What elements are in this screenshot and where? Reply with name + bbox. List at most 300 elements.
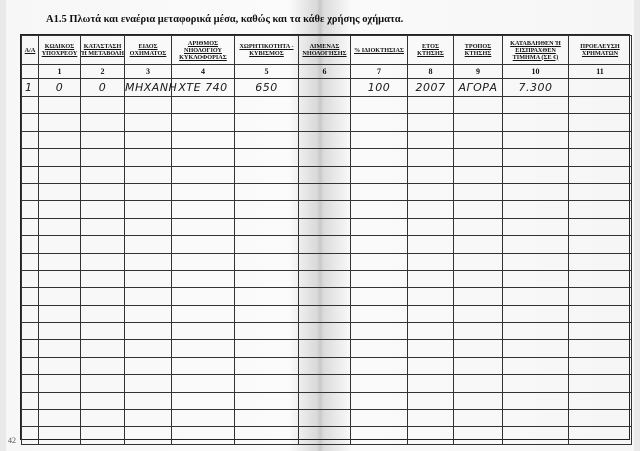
empty-cell <box>39 201 81 218</box>
empty-cell <box>299 253 351 270</box>
empty-cell <box>408 236 454 253</box>
empty-cell <box>235 357 299 374</box>
empty-cell <box>408 97 454 114</box>
handwritten-cell: ΧΤΕ 740 <box>172 79 235 97</box>
empty-cell <box>408 218 454 235</box>
empty-cell <box>454 149 503 166</box>
column-header-label: % ΙΔΙΟΚΤΗΣΙΑΣ <box>354 46 404 54</box>
empty-cell <box>81 323 125 340</box>
empty-row <box>22 357 632 374</box>
empty-cell <box>39 236 81 253</box>
empty-cell <box>39 149 81 166</box>
empty-cell <box>235 427 299 444</box>
empty-cell <box>351 270 408 287</box>
empty-cell <box>569 201 632 218</box>
empty-cell <box>351 253 408 270</box>
empty-cell <box>299 305 351 322</box>
handwritten-cell: ΜΗΧΑΝΗ <box>125 79 172 97</box>
empty-cell <box>503 218 569 235</box>
empty-cell <box>454 427 503 444</box>
empty-cell <box>299 183 351 200</box>
empty-cell <box>235 149 299 166</box>
empty-cell <box>22 218 39 235</box>
empty-cell <box>172 357 235 374</box>
empty-cell <box>454 218 503 235</box>
empty-cell <box>125 375 172 392</box>
empty-cell <box>235 305 299 322</box>
empty-cell <box>172 427 235 444</box>
empty-cell <box>503 340 569 357</box>
empty-cell <box>569 114 632 131</box>
empty-row <box>22 253 632 270</box>
empty-cell <box>22 410 39 427</box>
empty-cell <box>22 427 39 444</box>
empty-cell <box>81 392 125 409</box>
empty-cell <box>408 288 454 305</box>
vehicles-table-frame <box>20 34 630 440</box>
empty-cell <box>125 131 172 148</box>
empty-cell <box>351 427 408 444</box>
empty-cell <box>235 201 299 218</box>
empty-cell <box>351 340 408 357</box>
empty-cell <box>569 253 632 270</box>
handwritten-cell <box>569 79 632 97</box>
column-header <box>235 36 299 65</box>
empty-cell <box>39 427 81 444</box>
handwritten-cell: 650 <box>235 79 299 97</box>
empty-cell <box>351 288 408 305</box>
empty-cell <box>454 340 503 357</box>
empty-cell <box>408 375 454 392</box>
column-number: 10 <box>503 65 569 79</box>
empty-cell <box>299 201 351 218</box>
empty-cell <box>125 410 172 427</box>
empty-cell <box>569 183 632 200</box>
empty-cell <box>172 392 235 409</box>
empty-cell <box>299 410 351 427</box>
handwritten-cell: 2007 <box>408 79 454 97</box>
empty-cell <box>569 97 632 114</box>
empty-cell <box>454 392 503 409</box>
empty-cell <box>408 183 454 200</box>
empty-cell <box>235 270 299 287</box>
empty-cell <box>299 427 351 444</box>
column-header <box>569 36 632 65</box>
empty-cell <box>351 131 408 148</box>
empty-cell <box>503 323 569 340</box>
empty-cell <box>569 166 632 183</box>
empty-cell <box>408 305 454 322</box>
vehicles-table <box>21 35 632 445</box>
column-header-label: ΚΑΤΑΣΤΑΣΗ Ή ΜΕΤΑΒΟΛΗ <box>81 43 124 57</box>
empty-cell <box>125 218 172 235</box>
column-header-label: ΑΡΙΘΜΟΣ ΝΗΟΛΟΓΙΟΥ ΚΥΚΛΟΦΟΡΙΑΣ <box>179 39 227 61</box>
empty-cell <box>503 149 569 166</box>
empty-row <box>22 149 632 166</box>
column-header <box>351 36 408 65</box>
empty-cell <box>172 236 235 253</box>
empty-cell <box>454 305 503 322</box>
empty-cell <box>351 201 408 218</box>
empty-row <box>22 183 632 200</box>
empty-cell <box>39 218 81 235</box>
empty-cell <box>299 392 351 409</box>
column-header-label: ΚΩΔΙΚΟΣ ΥΠΟΧΡΕΟΥ <box>41 43 78 57</box>
empty-row <box>22 410 632 427</box>
empty-cell <box>408 114 454 131</box>
empty-cell <box>408 253 454 270</box>
column-header <box>299 36 351 65</box>
empty-cell <box>39 183 81 200</box>
column-number: 11 <box>569 65 632 79</box>
empty-cell <box>235 218 299 235</box>
empty-cell <box>503 410 569 427</box>
column-header-label: Α/Α <box>24 46 36 54</box>
empty-cell <box>22 392 39 409</box>
column-number-row <box>22 65 632 79</box>
column-header-label: ΛΙΜΕΝΑΣ ΝΗΟΛΟΓΗΣΗΣ <box>302 43 347 57</box>
column-number <box>22 65 39 79</box>
empty-cell <box>351 97 408 114</box>
empty-row <box>22 166 632 183</box>
empty-cell <box>299 270 351 287</box>
column-header-label: ΚΑΤΑΒΛΗΘΕΝ Ή ΕΙΣΠΡΑΧΘΕΝ ΤΙΜΗΜΑ (ΣΕ €) <box>510 39 561 61</box>
empty-cell <box>351 236 408 253</box>
empty-cell <box>408 323 454 340</box>
empty-cell <box>125 357 172 374</box>
column-header-label: ΤΡΟΠΟΣ ΚΤΗΣΗΣ <box>464 43 492 57</box>
empty-cell <box>172 375 235 392</box>
empty-cell <box>454 270 503 287</box>
empty-cell <box>351 305 408 322</box>
empty-cell <box>569 218 632 235</box>
column-header <box>125 36 172 65</box>
empty-cell <box>351 375 408 392</box>
empty-cell <box>125 114 172 131</box>
empty-cell <box>172 323 235 340</box>
empty-cell <box>351 149 408 166</box>
handwritten-cell: 0 <box>81 79 125 97</box>
column-number: 3 <box>125 65 172 79</box>
empty-cell <box>299 114 351 131</box>
empty-cell <box>454 236 503 253</box>
empty-cell <box>172 288 235 305</box>
empty-cell <box>351 357 408 374</box>
empty-cell <box>235 114 299 131</box>
empty-cell <box>569 323 632 340</box>
empty-cell <box>569 340 632 357</box>
empty-cell <box>569 305 632 322</box>
handwritten-cell: ΑΓΟΡΑ <box>454 79 503 97</box>
empty-cell <box>39 270 81 287</box>
empty-cell <box>81 149 125 166</box>
empty-cell <box>351 114 408 131</box>
empty-cell <box>454 410 503 427</box>
empty-cell <box>408 427 454 444</box>
empty-row <box>22 236 632 253</box>
empty-cell <box>22 183 39 200</box>
empty-cell <box>235 236 299 253</box>
empty-cell <box>299 340 351 357</box>
empty-cell <box>39 253 81 270</box>
empty-row <box>22 201 632 218</box>
empty-cell <box>172 183 235 200</box>
empty-cell <box>125 288 172 305</box>
empty-cell <box>503 427 569 444</box>
empty-cell <box>503 131 569 148</box>
empty-cell <box>569 270 632 287</box>
empty-cell <box>235 253 299 270</box>
empty-cell <box>125 236 172 253</box>
empty-cell <box>351 183 408 200</box>
empty-cell <box>172 340 235 357</box>
empty-cell <box>299 166 351 183</box>
column-number: 1 <box>39 65 81 79</box>
handwritten-cell: 7.300 <box>503 79 569 97</box>
scanned-page <box>6 0 634 451</box>
empty-cell <box>235 392 299 409</box>
empty-cell <box>408 149 454 166</box>
empty-cell <box>299 97 351 114</box>
empty-cell <box>22 305 39 322</box>
empty-cell <box>408 270 454 287</box>
empty-row <box>22 97 632 114</box>
empty-cell <box>408 392 454 409</box>
empty-cell <box>299 323 351 340</box>
column-number: 2 <box>81 65 125 79</box>
empty-cell <box>235 288 299 305</box>
empty-cell <box>503 357 569 374</box>
empty-cell <box>22 270 39 287</box>
empty-cell <box>39 97 81 114</box>
empty-cell <box>235 131 299 148</box>
empty-cell <box>22 253 39 270</box>
column-header <box>454 36 503 65</box>
empty-cell <box>81 114 125 131</box>
empty-cell <box>125 323 172 340</box>
empty-cell <box>299 375 351 392</box>
empty-cell <box>22 375 39 392</box>
column-header-label: ΕΙΔΟΣ ΟΧΗΜΑΤΟΣ <box>129 43 167 57</box>
table-row <box>22 79 632 97</box>
empty-cell <box>299 131 351 148</box>
empty-cell <box>81 131 125 148</box>
empty-cell <box>454 201 503 218</box>
empty-cell <box>454 357 503 374</box>
column-header <box>172 36 235 65</box>
empty-cell <box>408 340 454 357</box>
empty-row <box>22 218 632 235</box>
empty-cell <box>81 357 125 374</box>
empty-cell <box>569 392 632 409</box>
empty-cell <box>125 166 172 183</box>
empty-cell <box>39 410 81 427</box>
empty-cell <box>503 201 569 218</box>
column-header <box>39 36 81 65</box>
empty-row <box>22 375 632 392</box>
section-title: Α1.5 Πλωτά και εναέρια μεταφορικά μέσα, καθώς και τα κάθε χρήσης οχήματα. <box>46 14 404 25</box>
empty-cell <box>125 253 172 270</box>
empty-cell <box>351 218 408 235</box>
empty-cell <box>503 166 569 183</box>
empty-cell <box>81 270 125 287</box>
empty-cell <box>503 288 569 305</box>
empty-cell <box>125 427 172 444</box>
empty-cell <box>503 270 569 287</box>
empty-cell <box>39 288 81 305</box>
empty-cell <box>81 253 125 270</box>
empty-cell <box>81 340 125 357</box>
empty-cell <box>172 410 235 427</box>
empty-cell <box>408 357 454 374</box>
empty-cell <box>22 357 39 374</box>
empty-cell <box>235 97 299 114</box>
empty-row <box>22 270 632 287</box>
empty-cell <box>172 114 235 131</box>
column-header <box>81 36 125 65</box>
empty-cell <box>569 357 632 374</box>
empty-cell <box>81 183 125 200</box>
empty-cell <box>454 166 503 183</box>
empty-cell <box>125 270 172 287</box>
column-header-label: ΕΤΟΣ ΚΤΗΣΗΣ <box>417 43 444 57</box>
column-header <box>503 36 569 65</box>
empty-cell <box>351 392 408 409</box>
empty-row <box>22 288 632 305</box>
empty-cell <box>454 323 503 340</box>
empty-cell <box>503 375 569 392</box>
empty-cell <box>172 253 235 270</box>
column-number: 6 <box>299 65 351 79</box>
empty-cell <box>172 131 235 148</box>
empty-cell <box>22 97 39 114</box>
empty-cell <box>39 357 81 374</box>
empty-cell <box>569 236 632 253</box>
empty-row <box>22 323 632 340</box>
empty-cell <box>22 201 39 218</box>
handwritten-cell: 100 <box>351 79 408 97</box>
empty-cell <box>172 149 235 166</box>
empty-cell <box>172 305 235 322</box>
empty-row <box>22 340 632 357</box>
empty-cell <box>81 201 125 218</box>
empty-cell <box>172 201 235 218</box>
empty-cell <box>503 253 569 270</box>
empty-cell <box>569 288 632 305</box>
empty-cell <box>408 166 454 183</box>
handwritten-cell: 0 <box>39 79 81 97</box>
empty-cell <box>503 305 569 322</box>
column-header-label: ΧΩΡΗΤΙΚΟΤΗΤΑ - ΚΥΒΙΣΜΟΣ <box>239 43 294 57</box>
empty-cell <box>235 410 299 427</box>
empty-row <box>22 131 632 148</box>
empty-cell <box>299 288 351 305</box>
column-number: 7 <box>351 65 408 79</box>
empty-cell <box>81 166 125 183</box>
empty-cell <box>408 131 454 148</box>
empty-cell <box>125 340 172 357</box>
empty-cell <box>39 392 81 409</box>
empty-cell <box>299 357 351 374</box>
column-header <box>22 36 39 65</box>
column-number: 5 <box>235 65 299 79</box>
empty-cell <box>81 288 125 305</box>
empty-cell <box>39 114 81 131</box>
empty-cell <box>454 183 503 200</box>
empty-cell <box>454 97 503 114</box>
empty-cell <box>81 427 125 444</box>
column-number: 4 <box>172 65 235 79</box>
empty-cell <box>503 97 569 114</box>
empty-cell <box>235 166 299 183</box>
empty-cell <box>22 149 39 166</box>
empty-cell <box>454 114 503 131</box>
empty-cell <box>172 218 235 235</box>
empty-cell <box>235 340 299 357</box>
empty-cell <box>299 218 351 235</box>
empty-cell <box>503 392 569 409</box>
empty-cell <box>299 236 351 253</box>
empty-cell <box>351 166 408 183</box>
empty-cell <box>22 323 39 340</box>
empty-cell <box>503 114 569 131</box>
empty-cell <box>235 323 299 340</box>
empty-row <box>22 392 632 409</box>
empty-cell <box>81 97 125 114</box>
empty-cell <box>503 236 569 253</box>
handwritten-cell: 1 <box>22 79 39 97</box>
empty-cell <box>39 131 81 148</box>
empty-cell <box>81 236 125 253</box>
empty-cell <box>569 149 632 166</box>
empty-cell <box>569 375 632 392</box>
empty-cell <box>81 375 125 392</box>
empty-cell <box>22 288 39 305</box>
empty-cell <box>81 218 125 235</box>
empty-cell <box>22 131 39 148</box>
empty-cell <box>351 323 408 340</box>
empty-row <box>22 114 632 131</box>
empty-cell <box>81 305 125 322</box>
empty-cell <box>503 183 569 200</box>
empty-cell <box>454 288 503 305</box>
empty-row <box>22 427 632 444</box>
empty-cell <box>22 236 39 253</box>
empty-cell <box>39 166 81 183</box>
empty-cell <box>81 410 125 427</box>
empty-cell <box>22 166 39 183</box>
empty-cell <box>408 410 454 427</box>
empty-cell <box>172 166 235 183</box>
column-number: 8 <box>408 65 454 79</box>
empty-cell <box>125 392 172 409</box>
empty-cell <box>39 305 81 322</box>
empty-cell <box>569 427 632 444</box>
handwritten-cell <box>299 79 351 97</box>
empty-cell <box>125 149 172 166</box>
empty-cell <box>235 183 299 200</box>
empty-row <box>22 305 632 322</box>
empty-cell <box>569 410 632 427</box>
empty-cell <box>125 201 172 218</box>
empty-cell <box>351 410 408 427</box>
empty-cell <box>22 340 39 357</box>
empty-cell <box>39 375 81 392</box>
page-number: 42 <box>8 436 16 445</box>
empty-cell <box>39 340 81 357</box>
empty-cell <box>299 149 351 166</box>
column-number: 9 <box>454 65 503 79</box>
